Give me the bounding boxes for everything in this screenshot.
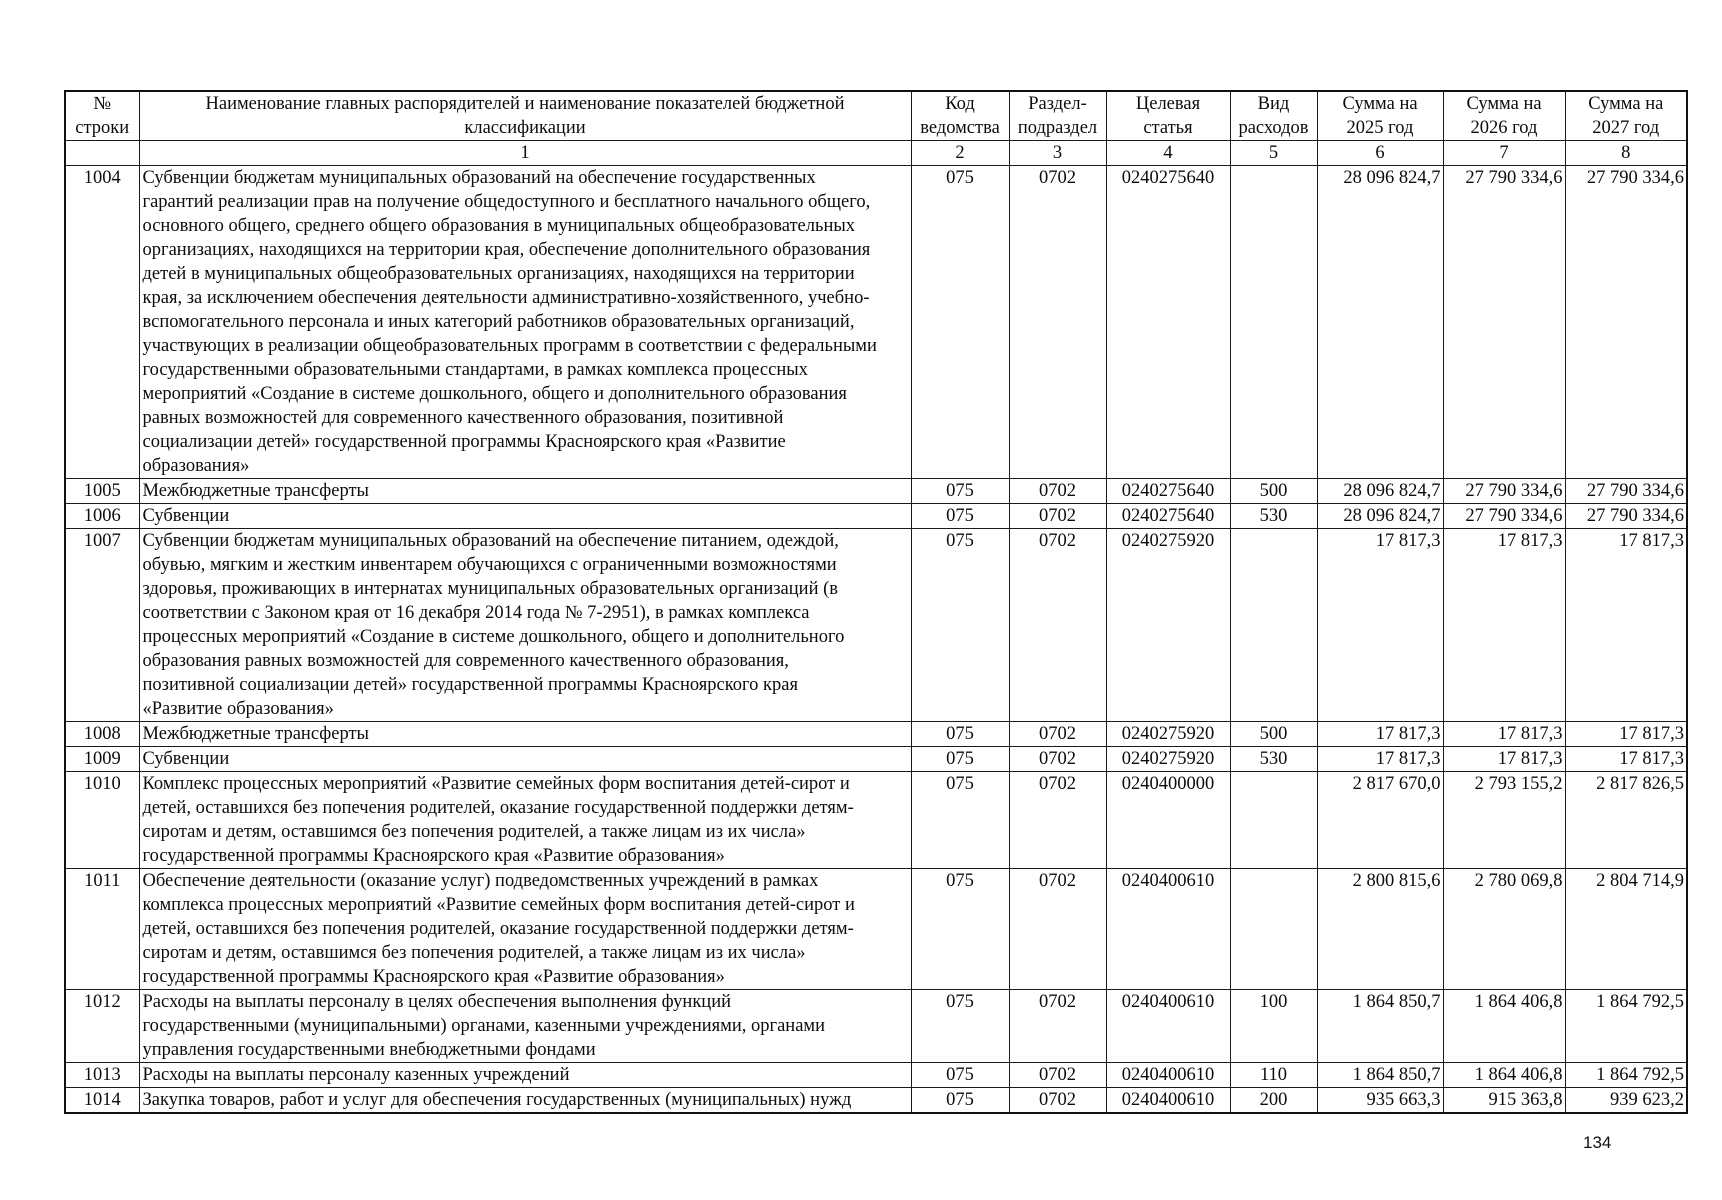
target-article-cell: 0240400610: [1106, 1063, 1230, 1088]
target-article-cell: 0240275640: [1106, 166, 1230, 479]
indicator-name-cell: Межбюджетные трансферты: [139, 722, 911, 747]
table-row: [65, 722, 1687, 747]
sum-2025-cell: 17 817,3: [1317, 529, 1443, 722]
row-number-cell: 1005: [65, 479, 139, 504]
section-code-cell: 0702: [1009, 869, 1106, 990]
dept-code-cell: 075: [911, 990, 1009, 1063]
section-code-cell: 0702: [1009, 1088, 1106, 1114]
expense-type-cell: 500: [1230, 722, 1317, 747]
sum-2025-cell: 935 663,3: [1317, 1088, 1443, 1114]
header-row-number: № строки: [65, 91, 139, 141]
section-code-cell: 0702: [1009, 479, 1106, 504]
sum-2025-cell: 28 096 824,7: [1317, 504, 1443, 529]
sum-2027-cell: 939 623,2: [1565, 1088, 1687, 1114]
expense-type-cell: 200: [1230, 1088, 1317, 1114]
table-row: [65, 772, 1687, 869]
column-number-cell: 3: [1009, 141, 1106, 166]
indicator-name-cell: Субвенции бюджетам муниципальных образований на обеспечение питанием, одеждой, обувью, мягким и жестким инвентарем обучающихся с ограниченными возможностями здоровья, проживающих в интернатах муниципальных образовательных организаций (в соответствии с Законом края от 16 декабря 2014 года № 7-2951), в рамках комплекса процессных мероприятий «Создание в системе дошкольного, общего и дополнительного образования равных возможностей для современного качественного образования, позитивной социализации детей» государственной программы Красноярского края «Развитие образования»: [139, 529, 911, 722]
row-number-cell: 1009: [65, 747, 139, 772]
target-article-cell: 0240275640: [1106, 504, 1230, 529]
sum-2027-cell: 17 817,3: [1565, 722, 1687, 747]
indicator-name-cell: Субвенции бюджетам муниципальных образований на обеспечение государственных гарантий реализации прав на получение общедоступного и бесплатного начального общего, основного общего, среднего общего образования в муниципальных общеобразовательных организациях, находящихся на территории края, обеспечение дополнительного образования детей в муниципальных общеобразовательных организациях, находящихся на территории края, за исключением обеспечения деятельности административно-хозяйственного, учебно- вспомогательного персонала и иных категорий работников образовательных организаций, участвующих в реализации общеобразовательных программ в соответствии с федеральными государственными образовательными стандартами, в рамках комплекса процессных мероприятий «Создание в системе дошкольного, общего и дополнительного образования равных возможностей для современного качественного образования, позитивной социализации детей» государственной программы Красноярского края «Развитие образования»: [139, 166, 911, 479]
dept-code-cell: 075: [911, 1088, 1009, 1114]
row-number-cell: 1012: [65, 990, 139, 1063]
table-row: [65, 1063, 1687, 1088]
target-article-cell: 0240400000: [1106, 772, 1230, 869]
dept-code-cell: 075: [911, 869, 1009, 990]
dept-code-cell: 075: [911, 504, 1009, 529]
column-number-cell: 4: [1106, 141, 1230, 166]
sum-2026-cell: 17 817,3: [1443, 747, 1565, 772]
expense-type-cell: [1230, 166, 1317, 479]
dept-code-cell: 075: [911, 1063, 1009, 1088]
sum-2025-cell: 17 817,3: [1317, 747, 1443, 772]
sum-2026-cell: 17 817,3: [1443, 529, 1565, 722]
column-numbers-row: [65, 141, 1687, 166]
expense-type-cell: 110: [1230, 1063, 1317, 1088]
sum-2025-cell: 1 864 850,7: [1317, 1063, 1443, 1088]
row-number-cell: 1008: [65, 722, 139, 747]
expense-type-cell: [1230, 772, 1317, 869]
sum-2025-cell: 17 817,3: [1317, 722, 1443, 747]
sum-2027-cell: 27 790 334,6: [1565, 479, 1687, 504]
expense-type-cell: [1230, 869, 1317, 990]
sum-2025-cell: 1 864 850,7: [1317, 990, 1443, 1063]
header-target-article: Целевая статья: [1106, 91, 1230, 141]
budget-table: [64, 90, 1688, 1114]
expense-type-cell: 100: [1230, 990, 1317, 1063]
sum-2026-cell: 27 790 334,6: [1443, 479, 1565, 504]
row-number-cell: 1006: [65, 504, 139, 529]
indicator-name-cell: Комплекс процессных мероприятий «Развитие семейных форм воспитания детей-сирот и детей, оставшихся без попечения родителей, оказание государственной поддержки детям- сиротам и детям, оставшимся без попечения родителей, а также лицам из их числа» государственной программы Красноярского края «Развитие образования»: [139, 772, 911, 869]
table-row: [65, 529, 1687, 722]
sum-2026-cell: 17 817,3: [1443, 722, 1565, 747]
indicator-name-cell: Субвенции: [139, 747, 911, 772]
section-code-cell: 0702: [1009, 990, 1106, 1063]
table-row: [65, 869, 1687, 990]
column-number-cell: 8: [1565, 141, 1687, 166]
table-header-row: [65, 91, 1687, 141]
sum-2026-cell: 27 790 334,6: [1443, 166, 1565, 479]
table-row: [65, 747, 1687, 772]
dept-code-cell: 075: [911, 166, 1009, 479]
indicator-name-cell: Расходы на выплаты персоналу казенных учреждений: [139, 1063, 911, 1088]
expense-type-cell: 500: [1230, 479, 1317, 504]
target-article-cell: 0240275920: [1106, 747, 1230, 772]
sum-2026-cell: 915 363,8: [1443, 1088, 1565, 1114]
dept-code-cell: 075: [911, 772, 1009, 869]
sum-2027-cell: 27 790 334,6: [1565, 504, 1687, 529]
sum-2025-cell: 28 096 824,7: [1317, 166, 1443, 479]
header-section: Раздел- подраздел: [1009, 91, 1106, 141]
target-article-cell: 0240400610: [1106, 1088, 1230, 1114]
dept-code-cell: 075: [911, 747, 1009, 772]
table-row: [65, 504, 1687, 529]
row-number-cell: 1011: [65, 869, 139, 990]
row-number-cell: 1013: [65, 1063, 139, 1088]
target-article-cell: 0240400610: [1106, 990, 1230, 1063]
sum-2027-cell: 1 864 792,5: [1565, 990, 1687, 1063]
column-number-cell: 5: [1230, 141, 1317, 166]
section-code-cell: 0702: [1009, 529, 1106, 722]
sum-2025-cell: 2 817 670,0: [1317, 772, 1443, 869]
target-article-cell: 0240275920: [1106, 529, 1230, 722]
sum-2026-cell: 1 864 406,8: [1443, 1063, 1565, 1088]
section-code-cell: 0702: [1009, 166, 1106, 479]
sum-2027-cell: 17 817,3: [1565, 747, 1687, 772]
column-number-cell: [65, 141, 139, 166]
table-row: [65, 479, 1687, 504]
header-indicator-name: Наименование главных распорядителей и наименование показателей бюджетной классификации: [139, 91, 911, 141]
indicator-name-cell: Межбюджетные трансферты: [139, 479, 911, 504]
header-sum-2026: Сумма на 2026 год: [1443, 91, 1565, 141]
header-sum-2027: Сумма на 2027 год: [1565, 91, 1687, 141]
section-code-cell: 0702: [1009, 747, 1106, 772]
row-number-cell: 1010: [65, 772, 139, 869]
sum-2025-cell: 28 096 824,7: [1317, 479, 1443, 504]
section-code-cell: 0702: [1009, 772, 1106, 869]
target-article-cell: 0240275640: [1106, 479, 1230, 504]
page-number: 134: [1583, 1133, 1612, 1152]
sum-2027-cell: 2 804 714,9: [1565, 869, 1687, 990]
target-article-cell: 0240275920: [1106, 722, 1230, 747]
column-number-cell: 1: [139, 141, 911, 166]
row-number-cell: 1014: [65, 1088, 139, 1114]
section-code-cell: 0702: [1009, 1063, 1106, 1088]
sum-2026-cell: 2 793 155,2: [1443, 772, 1565, 869]
column-number-cell: 2: [911, 141, 1009, 166]
column-number-cell: 6: [1317, 141, 1443, 166]
dept-code-cell: 075: [911, 529, 1009, 722]
expense-type-cell: 530: [1230, 747, 1317, 772]
indicator-name-cell: Обеспечение деятельности (оказание услуг) подведомственных учреждений в рамках комплекса процессных мероприятий «Развитие семейных форм воспитания детей-сирот и детей, оставшихся без попечения родителей, оказание государственной поддержки детям- сиротам и детям, оставшимся без попечения родителей, а также лицам из их числа» государственной программы Красноярского края «Развитие образования»: [139, 869, 911, 990]
indicator-name-cell: Расходы на выплаты персоналу в целях обеспечения выполнения функций государственными (муниципальными) органами, казенными учреждениями, органами управления государственными внебюджетными фондами: [139, 990, 911, 1063]
table-row: [65, 1088, 1687, 1114]
sum-2026-cell: 1 864 406,8: [1443, 990, 1565, 1063]
section-code-cell: 0702: [1009, 722, 1106, 747]
dept-code-cell: 075: [911, 722, 1009, 747]
sum-2026-cell: 27 790 334,6: [1443, 504, 1565, 529]
sum-2026-cell: 2 780 069,8: [1443, 869, 1565, 990]
header-expense-type: Вид расходов: [1230, 91, 1317, 141]
sum-2027-cell: 1 864 792,5: [1565, 1063, 1687, 1088]
sum-2027-cell: 17 817,3: [1565, 529, 1687, 722]
dept-code-cell: 075: [911, 479, 1009, 504]
column-number-cell: 7: [1443, 141, 1565, 166]
header-sum-2025: Сумма на 2025 год: [1317, 91, 1443, 141]
indicator-name-cell: Закупка товаров, работ и услуг для обеспечения государственных (муниципальных) нужд: [139, 1088, 911, 1114]
section-code-cell: 0702: [1009, 504, 1106, 529]
header-dept-code: Код ведомства: [911, 91, 1009, 141]
table-row: [65, 166, 1687, 479]
sum-2027-cell: 2 817 826,5: [1565, 772, 1687, 869]
table-row: [65, 990, 1687, 1063]
expense-type-cell: 530: [1230, 504, 1317, 529]
expense-type-cell: [1230, 529, 1317, 722]
sum-2025-cell: 2 800 815,6: [1317, 869, 1443, 990]
row-number-cell: 1004: [65, 166, 139, 479]
sum-2027-cell: 27 790 334,6: [1565, 166, 1687, 479]
indicator-name-cell: Субвенции: [139, 504, 911, 529]
row-number-cell: 1007: [65, 529, 139, 722]
target-article-cell: 0240400610: [1106, 869, 1230, 990]
